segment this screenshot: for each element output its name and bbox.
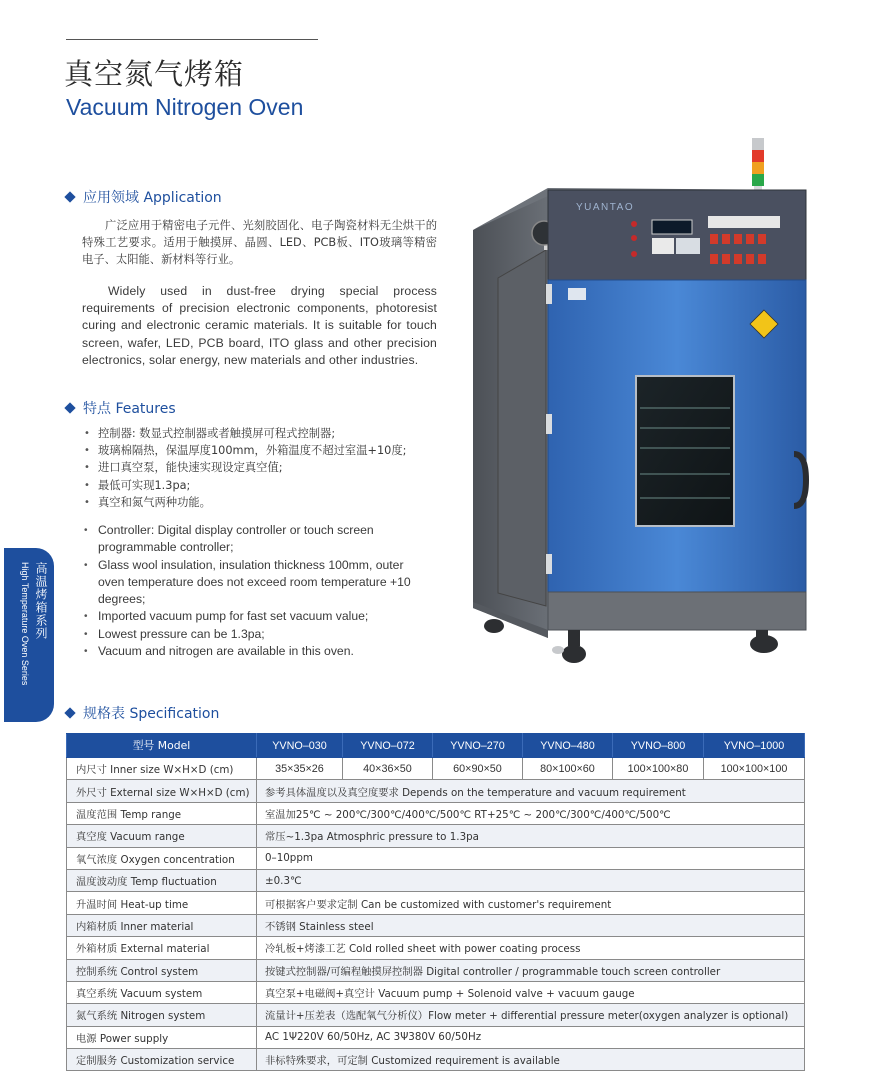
series-label-cn: 高温烤箱系列 xyxy=(34,562,48,640)
feature-item: • Vacuum and nitrogen are available in this oven. xyxy=(82,643,427,660)
row-label: 温度范围 Temp range xyxy=(67,802,257,824)
table-row xyxy=(67,1004,805,1026)
table-row xyxy=(67,1026,805,1048)
feature-item: • Controller: Digital display controller or touch screen programmable controller; xyxy=(82,522,427,557)
top-rule xyxy=(66,39,318,40)
specification-heading xyxy=(66,703,219,723)
row-value: 可根据客户要求定制 Can be customized with customer's requirement xyxy=(257,892,805,914)
diamond-bullet-icon xyxy=(64,191,75,202)
row-value: 按键式控制器/可编程触摸屏控制器 Digital controller / programmable touch screen controller xyxy=(257,959,805,981)
row-label: 外尺寸 External size W×H×D (cm) xyxy=(67,780,257,802)
table-header-cell: YVNO–800 xyxy=(613,734,704,758)
table-cell: 40×36×50 xyxy=(343,758,433,780)
oven-illustration xyxy=(458,138,818,678)
table-row xyxy=(67,937,805,959)
feature-item: • Lowest pressure can be 1.3pa; xyxy=(82,626,427,643)
row-value: 参考具体温度以及真空度要求 Depends on the temperature and vacuum requirement xyxy=(257,780,805,802)
row-value: 非标特殊要求，可定制 Customized requirement is available xyxy=(257,1049,805,1071)
row-label: 氮气系统 Nitrogen system xyxy=(67,1004,257,1026)
table-row xyxy=(67,825,805,847)
table-header-cell: YVNO–030 xyxy=(257,734,343,758)
table-header-cell: YVNO–072 xyxy=(343,734,433,758)
features-list-cn xyxy=(82,425,452,511)
brand-label: YUANTAO xyxy=(576,202,635,213)
row-value: 真空泵+电磁阀+真空计 Vacuum pump + Solenoid valve + vacuum gauge xyxy=(257,981,805,1003)
specification-heading-text: 规格表 Specification xyxy=(83,706,220,722)
specification-table xyxy=(66,733,805,1071)
viewing-window xyxy=(636,376,734,526)
table-cell: 100×100×80 xyxy=(613,758,704,780)
row-label: 温度波动度 Temp fluctuation xyxy=(67,869,257,891)
features-heading xyxy=(66,398,176,418)
row-label: 升温时间 Heat-up time xyxy=(67,892,257,914)
row-value: 0–10ppm xyxy=(257,847,805,869)
table-row xyxy=(67,892,805,914)
row-value: 不锈钢 Stainless steel xyxy=(257,914,805,936)
table-cell: 35×35×26 xyxy=(257,758,343,780)
table-row xyxy=(67,981,805,1003)
row-label: 内尺寸 Inner size W×H×D (cm) xyxy=(67,758,257,780)
feature-item: • Glass wool insulation, insulation thickness 100mm, outer oven temperature does not exceed room temperature +10 degrees; xyxy=(82,557,427,609)
row-value: 冷轧板+烤漆工艺 Cold rolled sheet with power coating process xyxy=(257,937,805,959)
table-header-row xyxy=(67,734,805,758)
table-header-cell: YVNO–1000 xyxy=(704,734,805,758)
page-title-en: Vacuum Nitrogen Oven xyxy=(66,94,304,120)
table-row xyxy=(67,802,805,824)
feature-item: • 控制器: 数显式控制器或者触摸屏可程式控制器; xyxy=(82,425,452,442)
application-heading-text: 应用领域 Application xyxy=(83,190,222,206)
features-heading-text: 特点 Features xyxy=(83,401,176,417)
row-label: 氧气浓度 Oxygen concentration xyxy=(67,847,257,869)
table-row xyxy=(67,847,805,869)
series-label-en: High Temperature Oven Series xyxy=(20,562,30,686)
diamond-bullet-icon xyxy=(64,402,75,413)
table-row xyxy=(67,869,805,891)
row-label: 内箱材质 Inner material xyxy=(67,914,257,936)
features-list-en xyxy=(82,522,427,660)
row-value: 流量计+压差表（选配氧气分析仪）Flow meter + differential pressure meter(oxygen analyzer is optional) xyxy=(257,1004,805,1026)
feature-item: • 最低可实现1.3pa; xyxy=(82,477,452,494)
row-value: 室温加25℃ ~ 200℃/300℃/400℃/500℃ RT+25℃ ~ 200℃/300℃/400℃/500℃ xyxy=(257,802,805,824)
table-row xyxy=(67,758,805,780)
feature-item: • Imported vacuum pump for fast set vacuum value; xyxy=(82,608,427,625)
row-label: 定制服务 Customization service xyxy=(67,1049,257,1071)
feature-item: • 真空和氮气两种功能。 xyxy=(82,494,452,511)
row-label: 控制系统 Control system xyxy=(67,959,257,981)
row-value: ±0.3℃ xyxy=(257,869,805,891)
series-side-tab xyxy=(4,548,54,722)
application-para-cn: 广泛应用于精密电子元件、光刻胶固化、电子陶瓷材料无尘烘干的特殊工艺要求。适用于触摸屏、晶圆、LED、PCB板、ITO玻璃等精密电子、太阳能、新材料等行业。 xyxy=(82,219,437,266)
table-header-cell: YVNO–480 xyxy=(523,734,613,758)
row-label: 真空度 Vacuum range xyxy=(67,825,257,847)
table-cell: 80×100×60 xyxy=(523,758,613,780)
application-para-en: Widely used in dust-free drying special process requirements of precision electronic components, photoresist curing and electronic ceramic materials. It is suitable for touch screen, wafer, LED, PCB board, ITO glass and other precision electronics, solar energy, new materials and other industries. xyxy=(82,284,437,367)
row-value: 常压~1.3pa Atmosphric pressure to 1.3pa xyxy=(257,825,805,847)
feature-item: • 玻璃棉隔热，保温厚度100mm，外箱温度不超过室温+10度; xyxy=(82,442,452,459)
diamond-bullet-icon xyxy=(64,707,75,718)
application-heading xyxy=(66,187,222,207)
row-value: AC 1Ψ220V 60/50Hz, AC 3Ψ380V 60/50Hz xyxy=(257,1026,805,1048)
row-label: 外箱材质 External material xyxy=(67,937,257,959)
row-label: 电源 Power supply xyxy=(67,1026,257,1048)
table-cell: 60×90×50 xyxy=(433,758,523,780)
table-row xyxy=(67,1049,805,1071)
table-row xyxy=(67,780,805,802)
page-title-cn: 真空氮气烤箱 xyxy=(64,57,245,91)
table-header-cell: YVNO–270 xyxy=(433,734,523,758)
feature-item: • 进口真空泵，能快速实现设定真空值; xyxy=(82,459,452,476)
table-row xyxy=(67,914,805,936)
table-cell: 100×100×100 xyxy=(704,758,805,780)
row-label: 真空系统 Vacuum system xyxy=(67,981,257,1003)
table-header-cell: 型号 Model xyxy=(67,734,257,758)
table-row xyxy=(67,959,805,981)
